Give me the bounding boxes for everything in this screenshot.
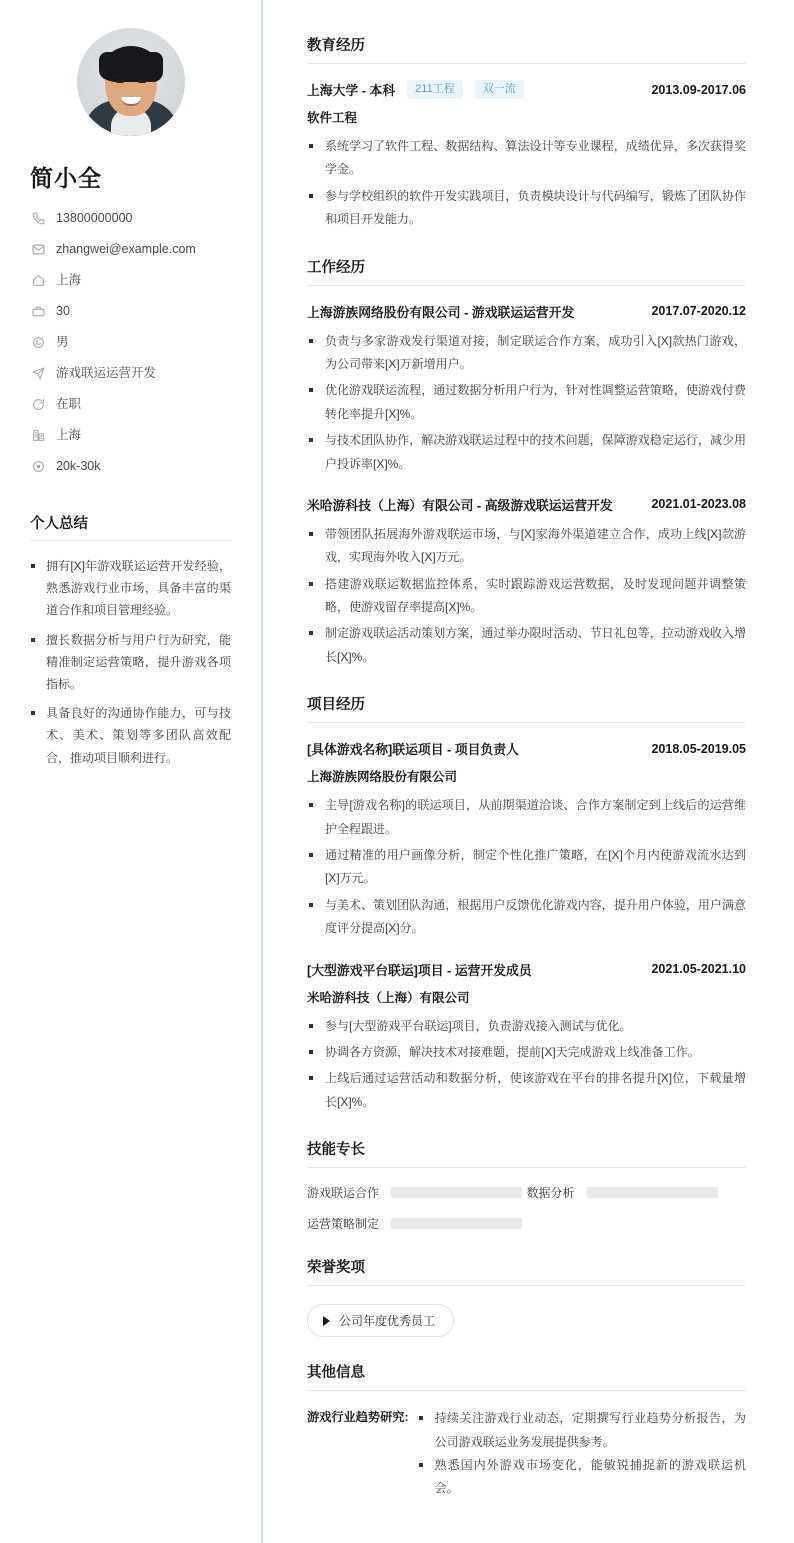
other-bullets xyxy=(417,1407,746,1501)
project-entry xyxy=(307,739,746,940)
project-company: 上海游族网络股份有限公司 xyxy=(307,770,458,785)
phone-icon xyxy=(30,212,46,225)
work-company-role: 米哈游科技（上海）有限公司 - 高级游戏联运运营开发 xyxy=(307,497,613,513)
contact-list xyxy=(30,211,231,474)
project-entry xyxy=(307,960,746,1115)
section-title-other: 其他信息 xyxy=(307,1361,746,1391)
education-tag-shuangyiliu: 双一流 xyxy=(475,80,524,98)
project-name-role: [大型游戏平台联运]项目 - 运营开发成员 xyxy=(307,962,532,978)
skill-label: 运营策略制定 xyxy=(307,1217,380,1232)
summary-bullet: 具备良好的沟通协作能力，可与技术、美术、策划等多团队高效配合，推动项目顺利进行。 xyxy=(30,702,231,769)
play-triangle-icon xyxy=(323,1316,330,1326)
section-title-education: 教育经历 xyxy=(307,34,746,64)
bullet-item: 通过精准的用户画像分析，制定个性化推广策略，在[X]个月内使游戏流水达到[X]万元。 xyxy=(307,844,746,891)
avatar xyxy=(77,28,185,136)
contact-city xyxy=(30,428,231,443)
avatar-brow-left xyxy=(114,74,125,77)
refresh-icon xyxy=(30,398,46,411)
summary-bullet: 拥有[X]年游戏联运运营开发经验，熟悉游戏行业市场，具备丰富的渠道合作和项目管理经验。 xyxy=(30,555,231,622)
entry-header-left xyxy=(307,302,574,321)
project-name-role: [具体游戏名称]联运项目 - 项目负责人 xyxy=(307,742,519,758)
section-education xyxy=(307,34,746,232)
skill-progress-track xyxy=(587,1187,718,1198)
entry-header xyxy=(307,960,746,979)
bullet-item: 参与学校组织的软件开发实践项目，负责模块设计与代码编写，锻炼了团队协作和项目开发能力。 xyxy=(307,185,746,232)
contact-email-value: zhangwei@example.com xyxy=(56,242,196,256)
work-bullets xyxy=(307,330,746,476)
entry-header-left xyxy=(307,739,519,758)
bullet-item: 参与[大型游戏平台联运]项目，负责游戏接入测试与优化。 xyxy=(307,1015,746,1038)
skills-grid xyxy=(307,1184,746,1232)
avatar-eye-left xyxy=(116,80,124,83)
building-icon xyxy=(30,429,46,442)
work-entry xyxy=(307,495,746,669)
paper-plane-icon xyxy=(30,367,46,380)
skill-item xyxy=(527,1184,747,1201)
main-content xyxy=(263,0,794,1543)
bullet-item: 与技术团队协作，解决游戏联运过程中的技术问题，保障游戏稳定运行，减少用户投诉率[X]%。 xyxy=(307,429,746,476)
project-date: 2021.05-2021.10 xyxy=(651,962,746,977)
bullet-item: 负责与多家游戏发行渠道对接，制定联运合作方案，成功引入[X]款热门游戏，为公司带来[X]万新增用户。 xyxy=(307,330,746,377)
section-projects xyxy=(307,693,746,1114)
section-title-work: 工作经历 xyxy=(307,256,746,286)
work-company-role: 上海游族网络股份有限公司 - 游戏联运运营开发 xyxy=(307,304,575,320)
skill-progress-track xyxy=(391,1187,522,1198)
project-bullets xyxy=(307,1015,746,1115)
bullet-item: 与美术、策划团队沟通，根据用户反馈优化游戏内容，提升用户体验，用户满意度评分提高[X]分。 xyxy=(307,894,746,941)
contact-location xyxy=(30,273,231,288)
entry-header xyxy=(307,302,746,321)
skill-item xyxy=(307,1184,527,1201)
entry-header xyxy=(307,495,746,514)
other-group xyxy=(307,1407,746,1501)
summary-section xyxy=(30,512,231,769)
education-entry xyxy=(307,80,746,232)
section-honors xyxy=(307,1256,746,1337)
contact-position xyxy=(30,366,231,381)
section-title-honors: 荣誉奖项 xyxy=(307,1256,746,1286)
education-date: 2013.09-2017.06 xyxy=(651,82,746,97)
skill-progress-track xyxy=(391,1218,522,1229)
entry-header-left xyxy=(307,80,524,99)
project-date: 2018.05-2019.05 xyxy=(651,741,746,756)
work-date: 2021.01-2023.08 xyxy=(651,497,746,512)
bullet-item: 持续关注游戏行业动态，定期撰写行业趋势分析报告，为公司游戏联运业务发展提供参考。 xyxy=(417,1407,746,1454)
coin-icon xyxy=(30,460,46,473)
contact-phone xyxy=(30,211,231,226)
work-entry xyxy=(307,302,746,476)
home-icon xyxy=(30,274,46,287)
summary-bullet: 擅长数据分析与用户行为研究，能精准制定运营策略，提升游戏各项指标。 xyxy=(30,629,231,696)
contact-position-value: 游戏联运运营开发 xyxy=(56,366,157,380)
bullet-item: 协调各方资源，解决技术对接难题，提前[X]天完成游戏上线准备工作。 xyxy=(307,1041,746,1064)
contact-salary xyxy=(30,459,231,474)
work-bullets xyxy=(307,523,746,669)
bullet-item: 制定游戏联运活动策划方案，通过举办限时活动、节日礼包等，拉动游戏收入增长[X]%。 xyxy=(307,622,746,669)
section-skills xyxy=(307,1138,746,1232)
education-school: 上海大学 - 本科 xyxy=(307,83,396,98)
bullet-item: 优化游戏联运流程，通过数据分析用户行为，针对性调整运营策略，使游戏付费转化率提升[X]%。 xyxy=(307,379,746,426)
project-company: 米哈游科技（上海）有限公司 xyxy=(307,990,470,1005)
project-bullets xyxy=(307,794,746,940)
bullet-item: 上线后通过运营活动和数据分析，使该游戏在平台的排名提升[X]位，下载量增长[X]%。 xyxy=(307,1067,746,1114)
entry-header xyxy=(307,80,746,99)
contact-phone-value: 13800000000 xyxy=(56,211,133,225)
education-major: 软件工程 xyxy=(307,111,358,125)
contact-status-value: 在职 xyxy=(56,397,82,411)
education-bullets xyxy=(307,135,746,232)
entry-header-left xyxy=(307,960,532,979)
contact-location-value: 上海 xyxy=(56,273,82,287)
avatar-container xyxy=(30,28,231,136)
candidate-name: 简小全 xyxy=(30,165,102,191)
section-work xyxy=(307,256,746,670)
skill-label: 数据分析 xyxy=(526,1186,575,1201)
bullet-item: 系统学习了软件工程、数据结构、算法设计等专业课程，成绩优异，多次获得奖学金。 xyxy=(307,135,746,182)
avatar-eye-right xyxy=(138,80,146,83)
gender-icon xyxy=(30,336,46,349)
entry-header-left xyxy=(307,495,613,514)
entry-header xyxy=(307,739,746,758)
honor-label: 公司年度优秀员工 xyxy=(339,1314,436,1329)
section-title-projects: 项目经历 xyxy=(307,693,746,723)
avatar-hair-right xyxy=(149,52,163,82)
contact-salary-value: 20k-30k xyxy=(56,459,101,473)
sidebar xyxy=(0,0,263,1543)
avatar-brow-right xyxy=(137,74,148,77)
contact-gender-value: 男 xyxy=(56,335,69,349)
contact-city-value: 上海 xyxy=(56,428,82,442)
section-title-skills: 技能专长 xyxy=(307,1138,746,1168)
honor-list xyxy=(307,1302,746,1337)
other-group-body xyxy=(409,1407,746,1501)
work-date: 2017.07-2020.12 xyxy=(651,304,746,319)
skill-item xyxy=(307,1215,527,1232)
education-tag-211: 211工程 xyxy=(407,80,463,98)
contact-gender xyxy=(30,335,231,350)
contact-age xyxy=(30,304,231,319)
summary-bullets xyxy=(30,555,231,769)
avatar-hair-left xyxy=(99,52,112,80)
bullet-item: 带领团队拓展海外游戏联运市场，与[X]家海外渠道建立合作，成功上线[X]款游戏，实现海外收入[X]万元。 xyxy=(307,523,746,570)
bullet-item: 主导[游戏名称]的联运项目，从前期渠道洽谈、合作方案制定到上线后的运营维护全程跟进。 xyxy=(307,794,746,841)
other-group-label: 游戏行业趋势研究: xyxy=(307,1410,409,1425)
bullet-item: 熟悉国内外游戏市场变化，能敏锐捕捉新的游戏联运机会。 xyxy=(417,1454,746,1501)
contact-status xyxy=(30,397,231,412)
contact-email xyxy=(30,242,231,257)
section-other xyxy=(307,1361,746,1501)
briefcase-icon xyxy=(30,305,46,318)
contact-age-value: 30 xyxy=(56,304,70,318)
summary-title: 个人总结 xyxy=(30,512,231,541)
honor-item xyxy=(307,1304,454,1337)
envelope-icon xyxy=(30,243,46,256)
skill-label: 游戏联运合作 xyxy=(307,1186,380,1201)
bullet-item: 搭建游戏联运数据监控体系，实时跟踪游戏运营数据，及时发现问题并调整策略，使游戏留存率提高[X]%。 xyxy=(307,573,746,620)
